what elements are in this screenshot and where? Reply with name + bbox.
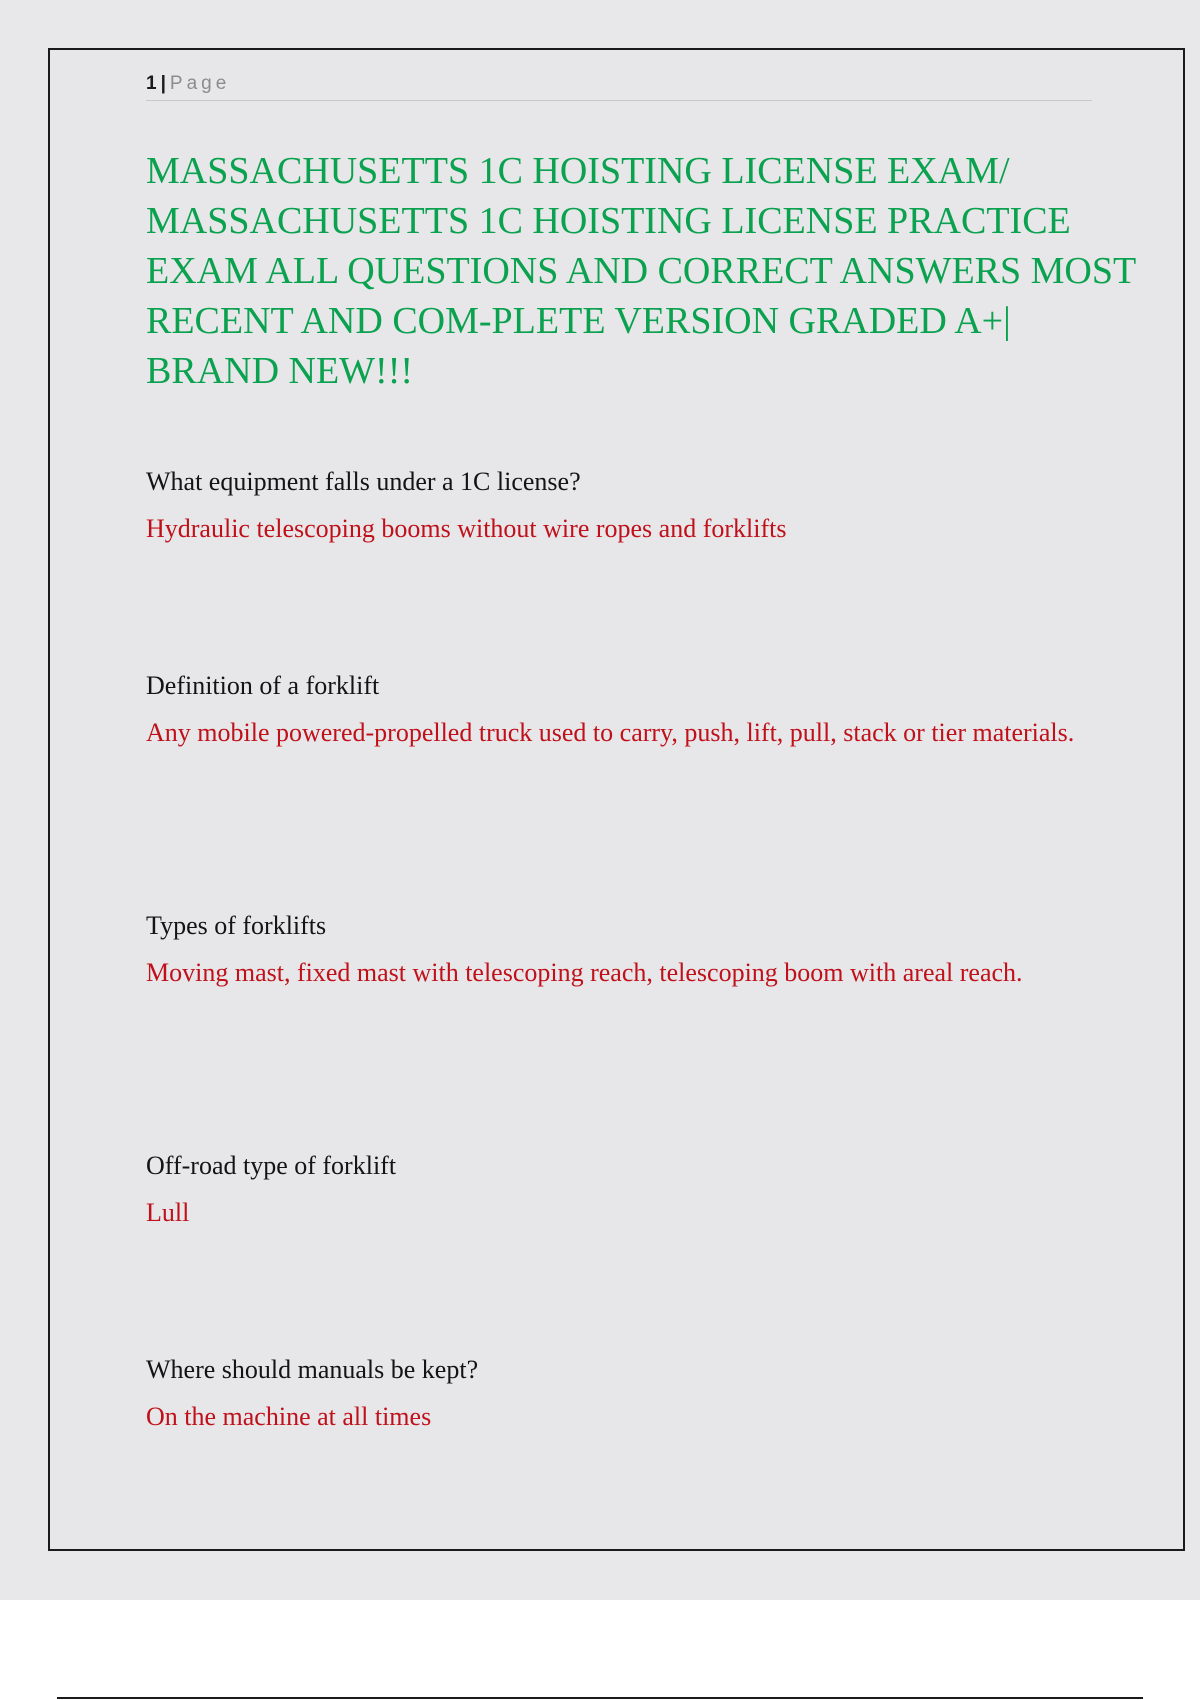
question-text: Types of forklifts	[146, 911, 327, 940]
qa-item	[146, 1354, 1106, 1434]
question-text: Off-road type of forklift	[146, 1151, 397, 1180]
qa-item	[146, 466, 1106, 546]
answer-text: Hydraulic telescoping booms without wire ropes and forklifts	[146, 514, 787, 543]
answer-text: Moving mast, fixed mast with telescoping reach, telescoping boom with areal reach.	[146, 958, 1023, 987]
document-title: MASSACHUSETTS 1C HOISTING LICENSE EXAM/ MASSACHUSETTS 1C HOISTING LICENSE PRACTICE EXAM ALL QUESTIONS AND CORRECT ANSWERS MOST RECENT AND COM-PLETE VERSION GRADED A+| BRAND NEW!!!	[146, 150, 1136, 392]
question-text: Definition of a forklift	[146, 671, 380, 700]
qa-item	[146, 1150, 1106, 1230]
page-header	[146, 74, 1092, 101]
bottom-divider	[57, 1697, 1143, 1699]
answer-text: Any mobile powered-propelled truck used to carry, push, lift, pull, stack or tier materials.	[146, 718, 1075, 747]
question-text: Where should manuals be kept?	[146, 1355, 479, 1384]
page-label: Page	[169, 73, 231, 94]
qa-item	[146, 910, 1106, 990]
answer-text: On the machine at all times	[146, 1402, 432, 1431]
page-number: 1	[146, 73, 157, 94]
page-separator: |	[160, 73, 166, 94]
answer-text: Lull	[146, 1198, 190, 1227]
question-text: What equipment falls under a 1C license?	[146, 467, 581, 496]
page-frame	[48, 48, 1185, 1551]
qa-item	[146, 670, 1106, 750]
